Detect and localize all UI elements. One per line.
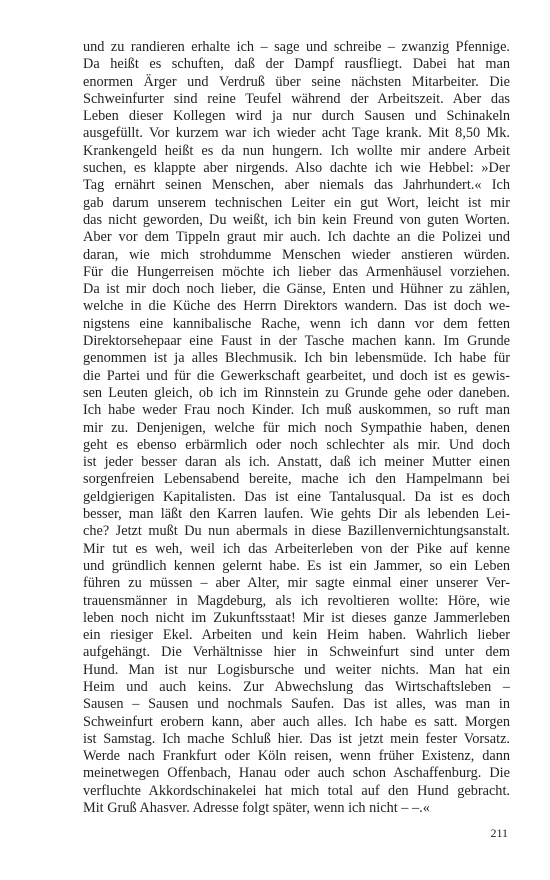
text-line: nigstens eine kannibalische Rache, wenn ich dann vor dem fetten bbox=[83, 315, 510, 332]
text-line: und gründlich kennen gelernt habe. Es ist ein Jammer, so ein Leben bbox=[83, 557, 510, 574]
text-line: Tag ernährt seinen Menschen, aber niemals das Jahrhundert.« Ich bbox=[83, 177, 510, 194]
text-line: gab darum unserem technischen Leiter ein gut Wort, leicht ist mir bbox=[83, 194, 510, 211]
text-line: verfluchte Akkordschinakelei hat mich total auf den Hund gebracht. bbox=[83, 782, 510, 799]
text-line: trauensmänner in Magdeburg, als ich revoltieren wollte: Höre, wie bbox=[83, 592, 510, 609]
text-line: Da heißt es schuften, daß der Dampf rausfliegt. Dabei hat man bbox=[83, 56, 510, 73]
text-line: Hund. Man ist nur Logisbursche und weiter nichts. Man hat ein bbox=[83, 661, 510, 678]
text-line: Da ist mir doch noch lieber, die Gänse, Enten und Hühner zu zählen, bbox=[83, 281, 510, 298]
text-line: enormen Ärger und Verdruß über seine nächsten Mitarbeiter. Die bbox=[83, 73, 510, 90]
text-line: genommen ist ja alles Blechmusik. Ich bin lebensmüde. Ich habe für bbox=[83, 350, 510, 367]
text-line: Direktorsehepaar eine Faust in der Tasche machen kann. Im Grunde bbox=[83, 333, 510, 350]
body-text bbox=[83, 39, 510, 817]
text-line: geldgierigen Kapitalisten. Das ist eine Tantalusqual. Da ist es doch bbox=[83, 488, 510, 505]
text-line: Schweinfurter sind reine Teufel während der Arbeitszeit. Aber das bbox=[83, 90, 510, 107]
text-line: das nicht geworden, Du weißt, ich bin kein Freund von guten Worten. bbox=[83, 211, 510, 228]
text-line: Werde nach Frankfurt oder Köln reisen, wenn früher Existenz, dann bbox=[83, 748, 510, 765]
text-line: Heim und auch keins. Zur Abwechslung das Wirtschaftsleben – bbox=[83, 678, 510, 695]
text-line: sorgenfreien Lebensabend bereite, mache ich den Hampelmann bei bbox=[83, 471, 510, 488]
text-line: ist jeder besser daran als ich. Anstatt, daß ich meiner Mutter einen bbox=[83, 454, 510, 471]
text-line: Leben dieser Kollegen wird ja nur durch Sausen und Schinakeln bbox=[83, 108, 510, 125]
text-line: suchen, es klappte aber nirgends. Also dachte ich wie Hebbel: »Der bbox=[83, 160, 510, 177]
text-line: geht es ebenso erbärmlich oder noch schlechter als mir. Und doch bbox=[83, 436, 510, 453]
text-line: leben noch nicht im Zukunftsstaat! Mir ist dieses ganze Jammerleben bbox=[83, 609, 510, 626]
text-line: Mir tut es weh, weil ich das Arbeiterleben von der Pike auf kenne bbox=[83, 540, 510, 557]
page-number: 211 bbox=[490, 826, 508, 840]
text-line: meinetwegen Offenbach, Hanau oder auch schon Aschaffenburg. Die bbox=[83, 765, 510, 782]
text-line: ein riesiger Ekel. Arbeiten und kein Heim haben. Wahrlich lieber bbox=[83, 627, 510, 644]
text-line: die Partei und für die Gewerkschaft gearbeitet, und doch ist es gewis- bbox=[83, 367, 510, 384]
text-line: welche in die Küche des Herrn Direktors wandern. Das ist doch we- bbox=[83, 298, 510, 315]
text-line: führen zu müssen – aber Alter, mir sagte einmal einer unserer Ver- bbox=[83, 575, 510, 592]
text-line: Sausen – Sausen und nochmals Saufen. Das ist alles, was man in bbox=[83, 696, 510, 713]
text-line: und zu randieren erhalte ich – sage und schreibe – zwanzig Pfennige. bbox=[83, 39, 510, 55]
text-line: Aber vor dem Tippeln graut mir auch. Ich dachte an die Polizei und bbox=[83, 229, 510, 246]
text-line: Schweinfurt erobern kann, aber auch alles. Ich habe es satt. Morgen bbox=[83, 713, 510, 730]
text-line: Mit Gruß Ahasver. Adresse folgt später, wenn ich nicht – –.« bbox=[83, 800, 430, 817]
text-line: ausgefüllt. Vor kurzem war ich wieder acht Tage krank. Mit 8,50 Mk. bbox=[83, 125, 510, 142]
text-line: sen Leuten gleich, ob ich im Rinnstein zu Grunde gehe oder daneben. bbox=[83, 384, 510, 401]
text-line: ist Samstag. Ich mache Schluß hier. Das ist jetzt mein fester Vorsatz. bbox=[83, 730, 510, 747]
text-line: besser, man läßt den Karren laufen. Wie gehts Dir als lebenden Lei- bbox=[83, 506, 510, 523]
text-line: Ich habe weder Frau noch Kinder. Ich muß auskommen, so ruft man bbox=[83, 402, 510, 419]
text-line: Für die Hungerreisen möchte ich lieber das Armenhäusel vorziehen. bbox=[83, 263, 510, 280]
text-line: aufgehängt. Die Verhältnisse hier in Schweinfurt sind unter dem bbox=[83, 644, 510, 661]
text-line: mir zu. Denjenigen, welche für mich noch Sympathie haben, denen bbox=[83, 419, 510, 436]
text-line: daran, wie mich strohdumme Menschen wieder anstieren würden. bbox=[83, 246, 510, 263]
text-line: Krankengeld heißt es da nun hungern. Ich wollte mir andere Arbeit bbox=[83, 142, 510, 159]
text-line: che? Jetzt mußt Du nun abermals in diese Bazillenvernichtungsanstalt. bbox=[83, 523, 510, 540]
